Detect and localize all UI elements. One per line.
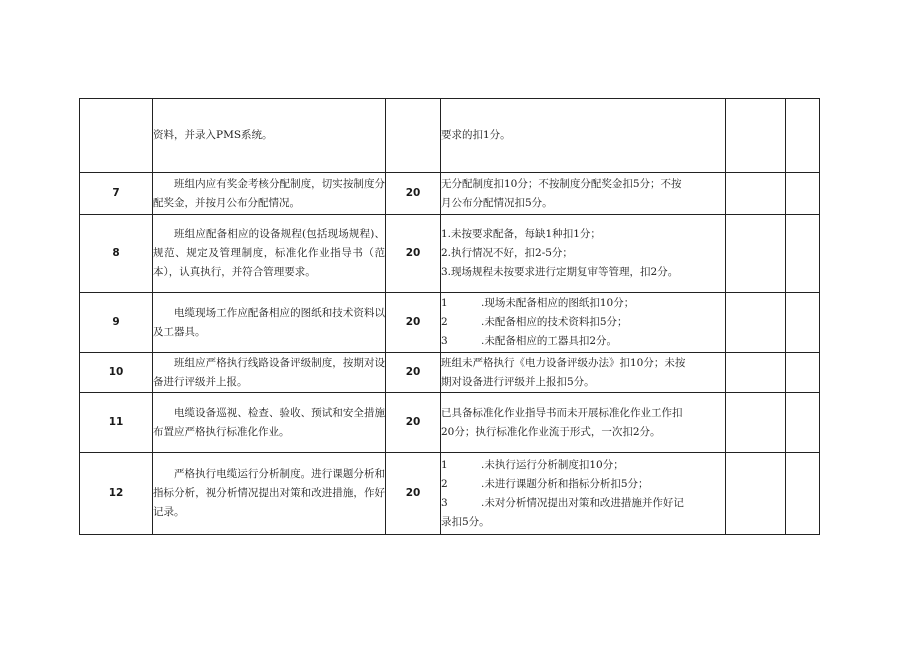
rule-index: 1 (441, 458, 448, 471)
item-rules (441, 215, 726, 293)
rule-index: 2 (441, 316, 448, 328)
table-row (80, 215, 820, 293)
item-score: 20 (386, 353, 441, 393)
blank-cell (726, 453, 786, 535)
rule-line: 月公布分配情况扣5分。 (441, 196, 553, 209)
rule-line (441, 294, 725, 313)
rule-line (441, 513, 725, 532)
blank-cell (726, 353, 786, 393)
rule-text: .未配备相应的技术资料扣5分； (481, 316, 628, 328)
rule-line (441, 456, 725, 475)
blank-cell (786, 293, 820, 353)
item-rules (441, 293, 726, 353)
blank-cell (786, 173, 820, 215)
table-row (80, 293, 820, 353)
table-row (80, 173, 820, 215)
blank-cell (786, 353, 820, 393)
rule-text: .现场未配备相应的图纸扣10分； (481, 297, 635, 309)
item-rules (441, 353, 726, 393)
rule-line: 20分；执行标准化作业流于形式，一次扣2分。 (441, 425, 661, 438)
rule-line: 1.未按要求配备，每缺1种扣1分； (441, 228, 601, 240)
blank-cell (786, 393, 820, 453)
item-number: 8 (80, 215, 153, 293)
rule-line (441, 313, 725, 332)
item-score: 20 (386, 173, 441, 215)
blank-cell (786, 215, 820, 293)
rule-index: 1 (441, 297, 448, 309)
table-row (80, 353, 820, 393)
item-score (386, 99, 441, 173)
rule-index: 3 (441, 496, 448, 509)
blank-cell (786, 99, 820, 173)
item-content-text: 电缆现场工作应配备相应的图纸和技术资料以及工器具。 (153, 306, 385, 338)
item-content (153, 393, 386, 453)
blank-cell (726, 215, 786, 293)
rule-line (441, 332, 725, 351)
rule-line (441, 475, 725, 494)
rule-line: 班组未严格执行《电力设备评级办法》扣10分；未按 (441, 356, 686, 369)
item-score: 20 (386, 453, 441, 535)
rule-index: 2 (441, 477, 448, 490)
rule-line: 无分配制度扣10分；不按制度分配奖金扣5分；不按 (441, 177, 682, 190)
table-row (80, 99, 820, 173)
table-row (80, 393, 820, 453)
rule-line: 期对设备进行评级并上报扣5分。 (441, 375, 595, 388)
rule-line: 3.现场规程未按要求进行定期复审等管理，扣2分。 (441, 266, 679, 278)
rule-line: 要求的扣1分。 (441, 129, 511, 141)
item-content-text: 资料，并录入PMS系统。 (153, 129, 273, 141)
rule-line: 2.执行情况不好，扣2-5分； (441, 247, 573, 259)
item-content-text: 班组应配备相应的设备规程(包括现场规程)、规范、规定及管理制度，标准化作业指导书（范本），认真执行，并符合管理要求。 (153, 228, 385, 278)
blank-cell (726, 173, 786, 215)
item-rules (441, 173, 726, 215)
item-number (80, 99, 153, 173)
blank-cell (726, 393, 786, 453)
rule-line: 已具备标准化作业指导书而未开展标准化作业工作扣 (441, 406, 683, 419)
item-rules (441, 99, 726, 173)
rule-line (441, 494, 725, 513)
item-content-text: 严格执行电缆运行分析制度。进行课题分析和指标分析，视分析情况提出对策和改进措施，作好记录。 (153, 468, 385, 518)
item-content (153, 453, 386, 535)
table-row (80, 453, 820, 535)
item-score: 20 (386, 293, 441, 353)
blank-cell (726, 99, 786, 173)
rule-text: 录扣5分。 (441, 515, 490, 528)
rule-index: 3 (441, 335, 448, 347)
rule-text: .未对分析情况提出对策和改进措施并作好记 (481, 496, 684, 509)
item-number: 12 (80, 453, 153, 535)
item-content-text: 班组内应有奖金考核分配制度，切实按制度分配奖金，并按月公布分配情况。 (153, 177, 385, 209)
item-number: 7 (80, 173, 153, 215)
item-content (153, 293, 386, 353)
item-rules (441, 453, 726, 535)
rule-text: .未进行课题分析和指标分析扣5分； (481, 477, 649, 490)
item-content (153, 173, 386, 215)
rule-text: .未配备相应的工器具扣2分。 (481, 335, 618, 347)
item-number: 11 (80, 393, 153, 453)
item-content-text: 电缆设备巡视、检查、验收、预试和安全措施布置应严格执行标准化作业。 (153, 406, 385, 438)
item-content (153, 353, 386, 393)
rule-text: .未执行运行分析制度扣10分； (481, 458, 624, 471)
blank-cell (786, 453, 820, 535)
evaluation-table (79, 98, 820, 535)
item-number: 10 (80, 353, 153, 393)
item-number: 9 (80, 293, 153, 353)
item-content-text: 班组应严格执行线路设备评级制度，按期对设备进行评级并上报。 (153, 356, 385, 388)
item-content (153, 215, 386, 293)
blank-cell (726, 293, 786, 353)
item-score: 20 (386, 393, 441, 453)
item-score: 20 (386, 215, 441, 293)
item-rules (441, 393, 726, 453)
item-content (153, 99, 386, 173)
